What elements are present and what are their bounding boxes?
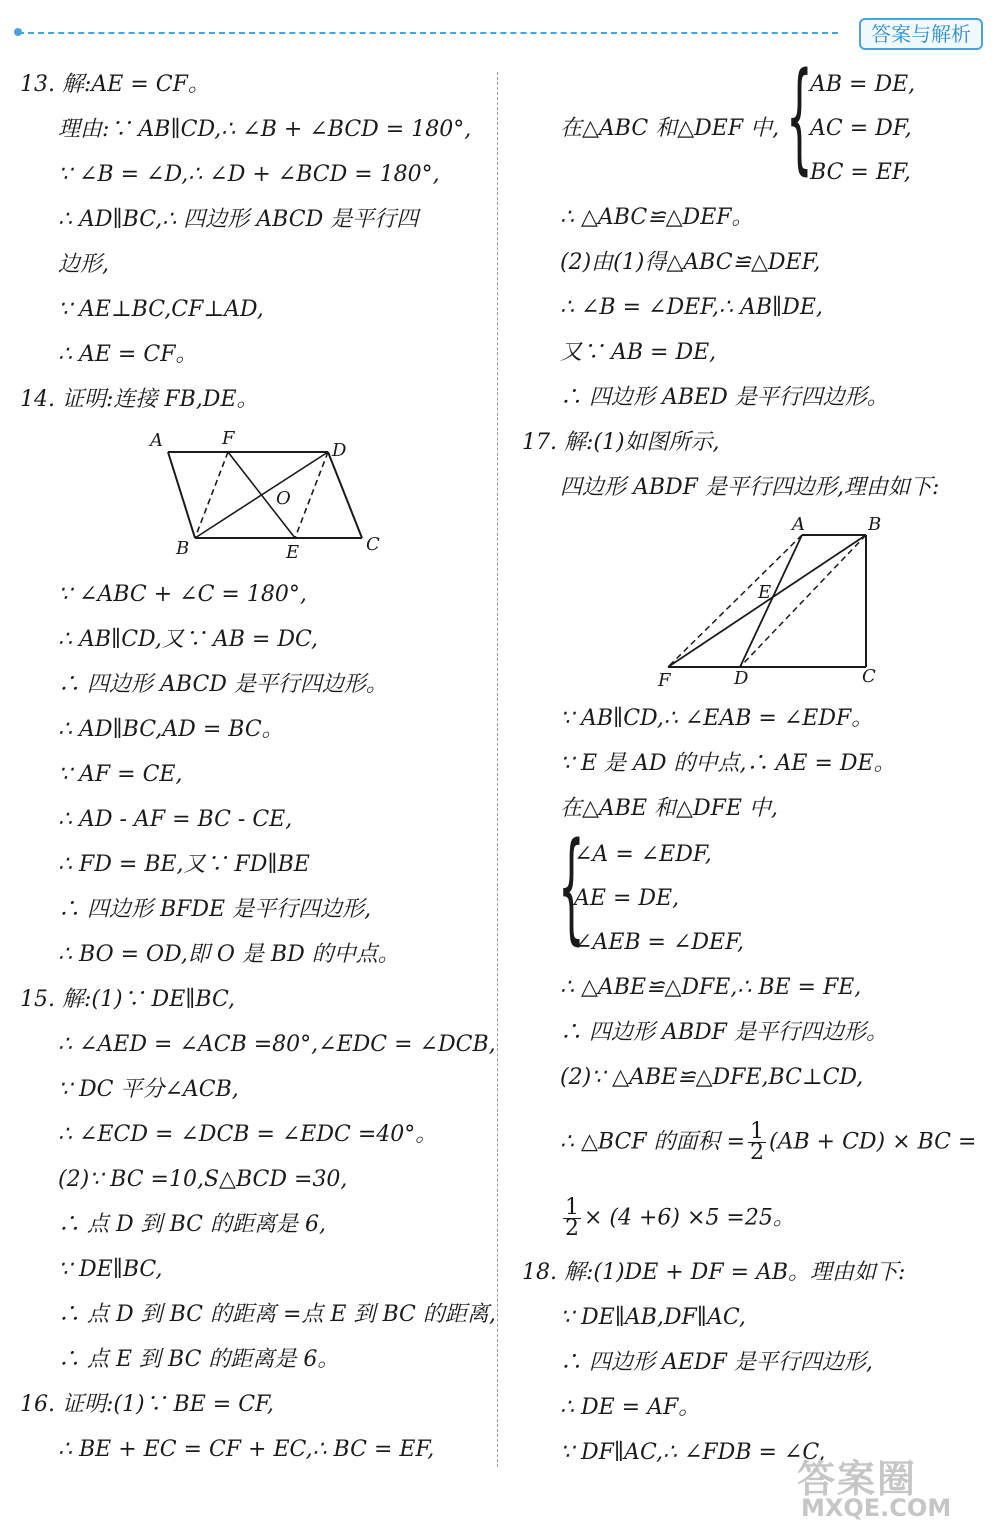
label-d: D [734,668,749,689]
q13-line: ∵ ∠B = ∠D,∴ ∠D + ∠BCD = 180°, [58,162,440,187]
q16-line: ∴ ∠B = ∠DEF,∴ AB∥DE, [560,295,823,320]
q15-line: ∵ DC 平分∠ACB, [58,1077,239,1102]
q15-line: ∴ 点 D 到 BC 的距离 =点 E 到 BC 的距离, [58,1302,496,1327]
q17-line: 在△ABE 和△DFE 中, [560,796,778,821]
fraction-numerator: 1 [565,1195,579,1220]
q15-line: ∴ ∠AED = ∠ACB =80°,∠EDC = ∠DCB, [58,1032,496,1057]
q15-line: 15. 解:(1)∵ DE∥BC, [20,987,236,1012]
q17-system-line: ∠A = ∠EDF, [574,842,712,867]
q17-line: ∴ △ABE≌△DFE,∴ BE = FE, [560,975,862,1000]
q14-line: ∵ ∠ABC + ∠C = 180°, [58,582,307,607]
q16-system-line: BC = EF, [810,160,911,185]
q14-line: ∵ AF = CE, [58,762,183,787]
q17-area-text: × (4 +6) ×5 =25。 [584,1205,795,1231]
q17-system-line: AE = DE, [574,886,680,911]
label-c: C [862,666,876,687]
q14-line: ∴ 四边形 BFDE 是平行四边形, [58,897,372,922]
q17-heading: 四边形 ABDF 是平行四边形,理由如下: [560,475,940,500]
q17-heading: 17. 解:(1)如图所示, [522,430,720,455]
q15-line: (2)∵ BC =10,S△BCD =30, [58,1167,348,1192]
q14-line: ∴ FD = BE,又∵ FD∥BE [58,852,310,877]
label-b: B [868,514,882,535]
q16-line: ∴ BE + EC = CF + EC,∴ BC = EF, [58,1437,435,1462]
q16-system-line: AB = DE, [810,72,916,97]
label-f: F [222,428,235,449]
q18-line: ∵ DE∥AB,DF∥AC, [560,1305,746,1330]
q14-line: ∴ 四边形 ABCD 是平行四边形。 [58,672,388,697]
q17-line: ∵ AB∥CD,∴ ∠EAB = ∠EDF。 [560,706,874,731]
watermark-logo [787,1448,977,1528]
q13-line: 边形, [58,252,109,277]
q13-line: ∴ AD∥BC,∴ 四边形 ABCD 是平行四 [58,207,419,232]
q17-area-line [560,1119,977,1165]
fraction-half [748,1119,766,1165]
q18-line: ∵ DF∥AC,∴ ∠FDB = ∠C, [560,1440,826,1465]
q18-line: ∴ DE = AF。 [560,1395,701,1420]
q13-line: ∴ AE = CF。 [58,342,198,367]
q17-line: ∴ 四边形 ABDF 是平行四边形。 [560,1020,888,1045]
q15-line: ∵ DE∥BC, [58,1257,163,1282]
q17-area-line [560,1195,795,1241]
q14-line: ∴ BO = OD,即 O 是 BD 的中点。 [58,942,400,967]
fraction-numerator: 1 [750,1119,765,1144]
label-a: A [792,514,805,535]
q15-line: ∴ 点 E 到 BC 的距离是 6。 [58,1347,340,1372]
q14-line: ∴ AD - AF = BC - CE, [58,807,293,832]
q16-system-line: AC = DF, [810,116,912,141]
q18-line: 18. 解:(1)DE + DF = AB。理由如下: [522,1260,906,1285]
q16-line: ∴ △ABC≌△DEF。 [560,205,754,230]
label-b: B [176,538,190,559]
q17-line: (2)∵ △ABE≌△DFE,BC⊥CD, [560,1065,864,1090]
system-brace: { [558,818,585,957]
label-d: D [332,440,347,461]
section-tag: 答案与解析 [859,18,983,50]
header-divider [18,32,838,34]
q17-area-text: ∴ △BCF 的面积 = [560,1129,746,1155]
q13-line: 13. 解:AE = CF。 [20,72,210,97]
label-e: E [286,542,300,563]
q16-line: (2)由(1)得△ABC≌△DEF, [560,250,821,275]
q14-line: ∴ AD∥BC,AD = BC。 [58,717,284,742]
fraction-denominator: 2 [565,1216,579,1241]
q16-line: 又∵ AB = DE, [560,340,717,365]
label-a: A [150,430,163,451]
column-divider [497,72,498,1467]
q14-heading: 14. 证明:连接 FB,DE。 [20,387,259,412]
q16-line: 16. 证明:(1)∵ BE = CF, [20,1392,274,1417]
fraction-denominator: 2 [750,1140,765,1165]
q17-area-text: (AB + CD) × BC = [769,1129,977,1155]
q13-line: 理由:∵ AB∥CD,∴ ∠B + ∠BCD = 180°, [58,117,472,142]
q18-line: ∴ 四边形 AEDF 是平行四边形, [560,1350,873,1375]
q13-line: ∵ AE⊥BC,CF⊥AD, [58,297,264,322]
q15-line: ∴ ∠ECD = ∠DCB = ∠EDC =40°。 [58,1122,438,1147]
watermark-en: MXQE.COM [801,1494,952,1522]
q16-line: ∴ 四边形 ABED 是平行四边形。 [560,385,889,410]
label-f: F [658,670,671,691]
label-e: E [758,582,772,603]
system-brace: { [786,48,813,187]
label-o: O [276,488,291,509]
figure-q14-parallelogram [140,420,400,574]
q17-system-line: ∠AEB = ∠DEF, [574,930,744,955]
label-c: C [366,534,380,555]
q17-line: ∵ E 是 AD 的中点,∴ AE = DE。 [560,751,896,776]
q16-lead: 在△ABC 和△DEF 中, [560,116,780,141]
figure-q17 [650,510,890,699]
q14-line: ∴ AB∥CD,又∵ AB = DC, [58,627,319,652]
q15-line: ∴ 点 D 到 BC 的距离是 6, [58,1212,326,1237]
fraction-half [563,1195,581,1241]
watermark-cn: 答案圈 [797,1457,918,1501]
